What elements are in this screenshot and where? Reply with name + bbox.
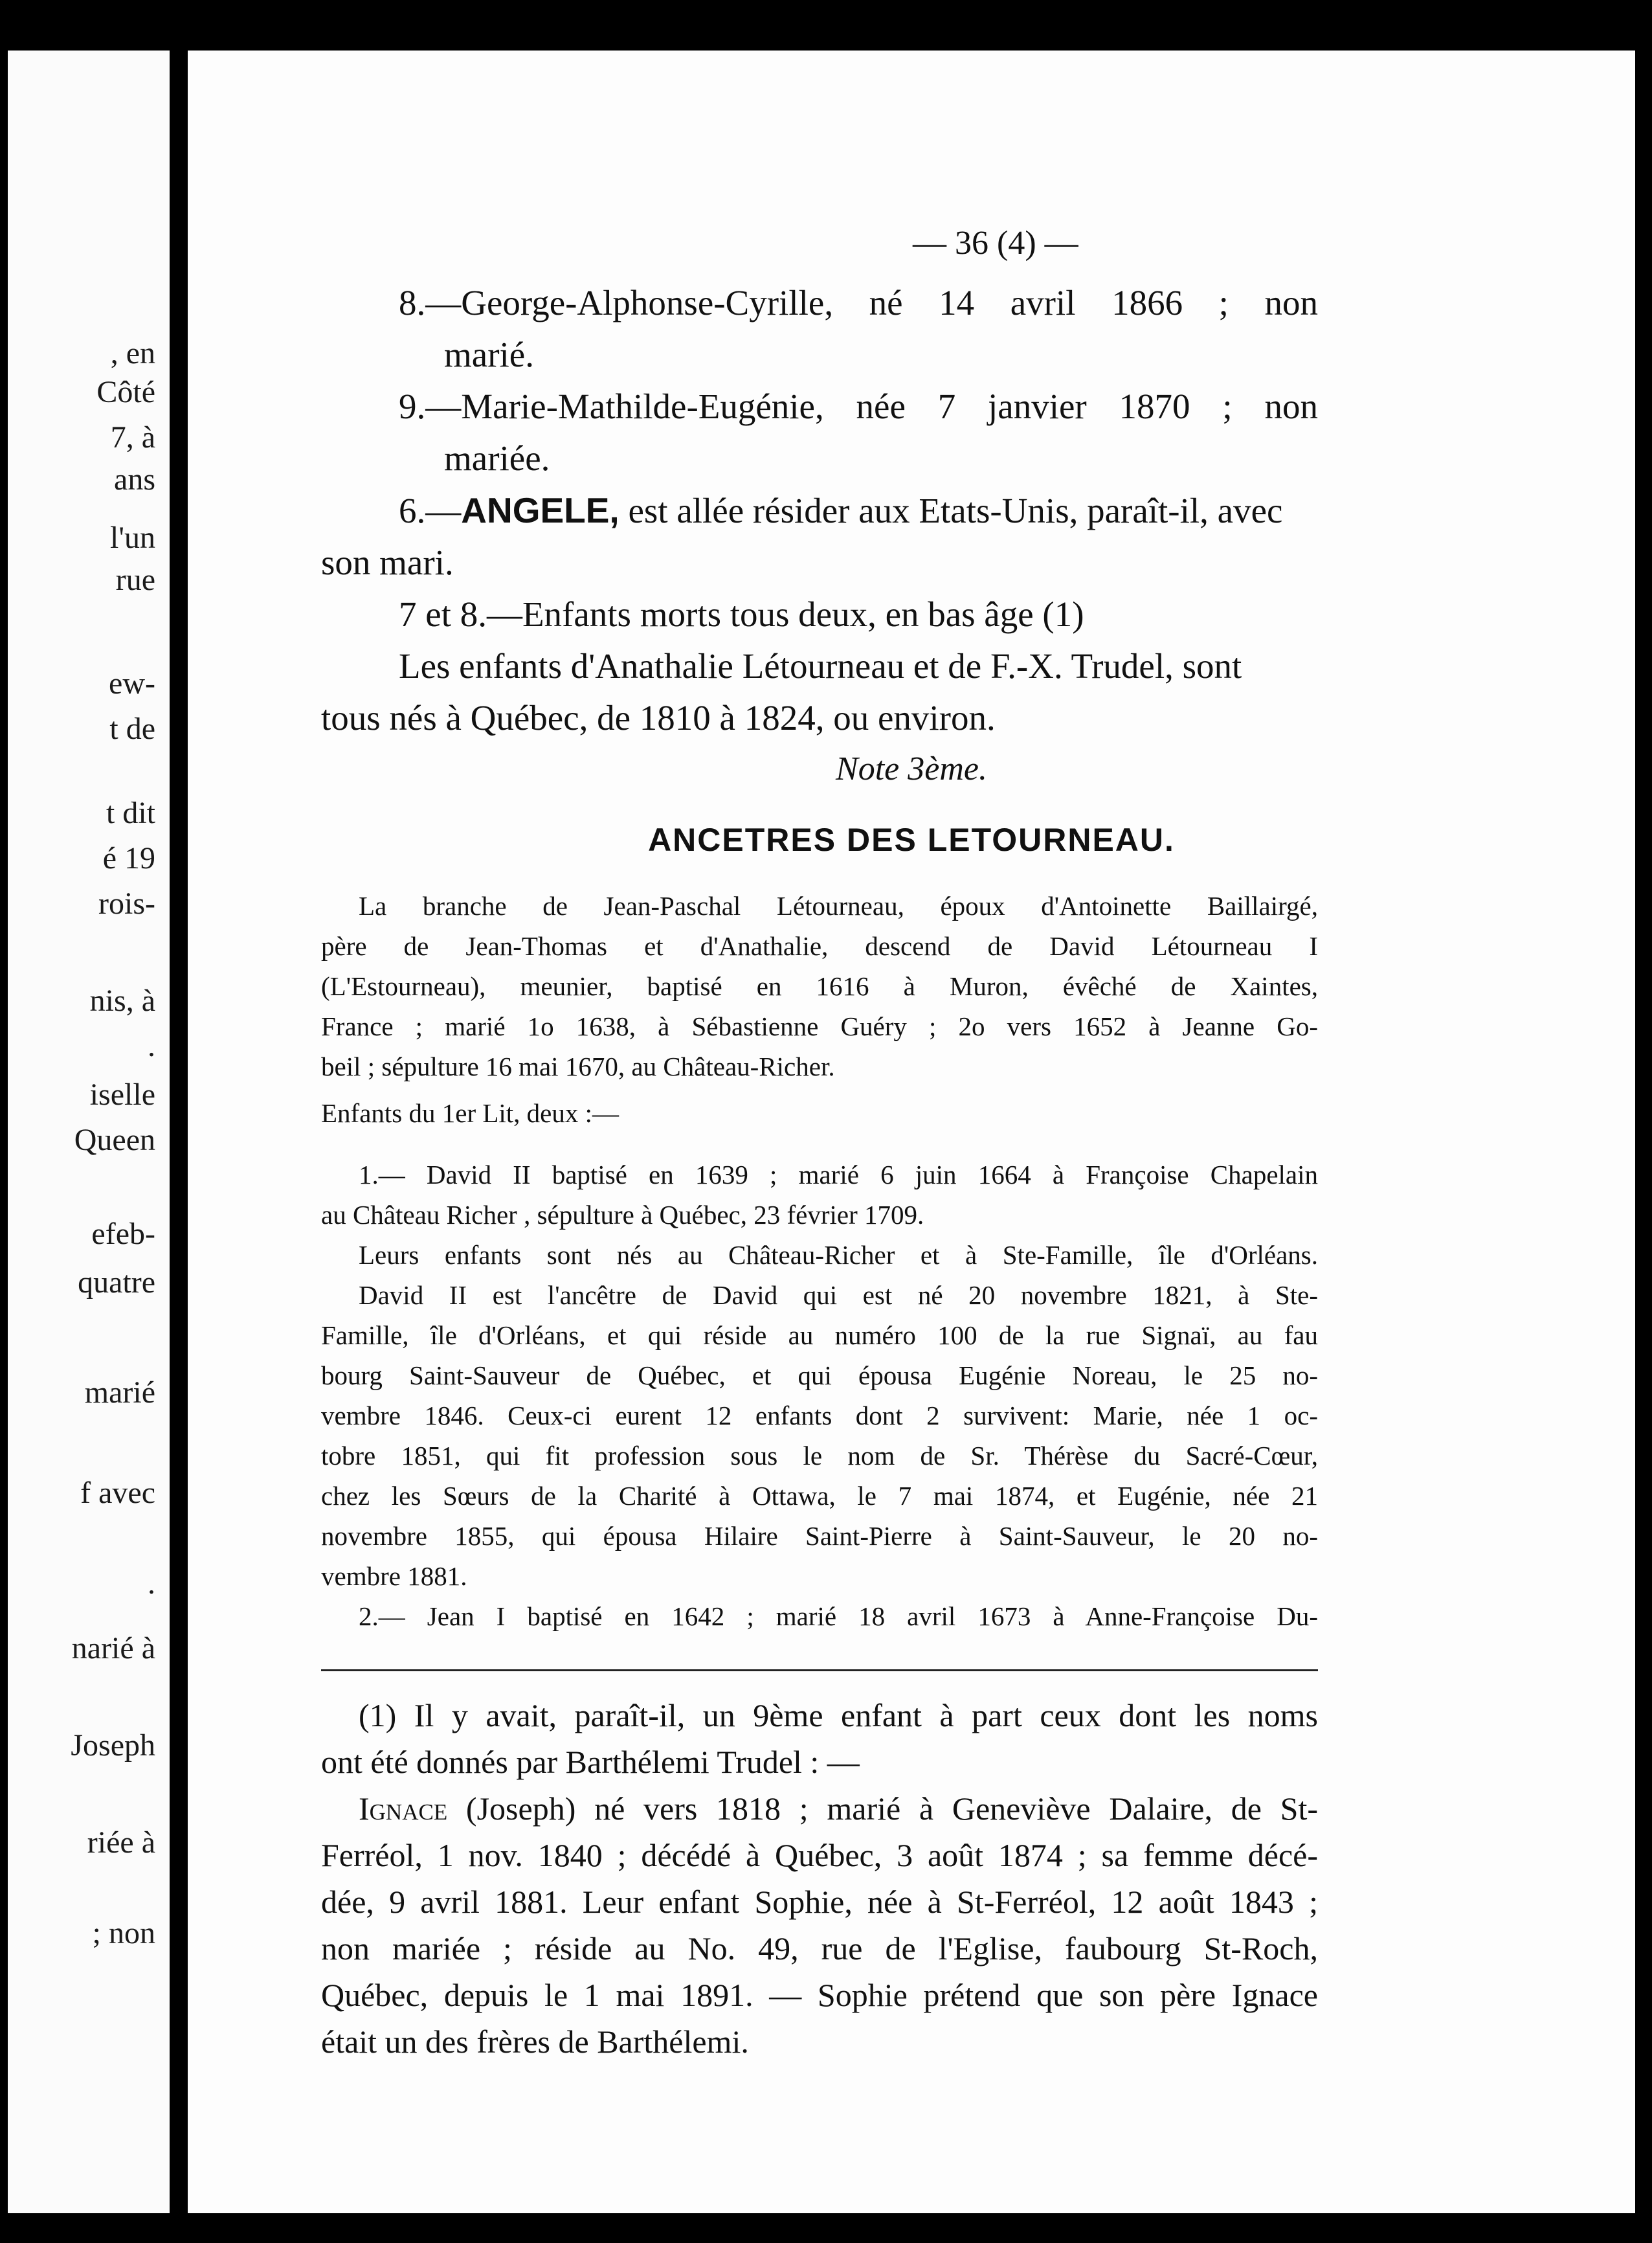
left-fragment: quatre — [78, 1265, 155, 1300]
text-line: son mari. — [321, 543, 454, 582]
text-line: 7 et 8.—Enfants morts tous deux, en bas âge (1) — [399, 594, 1084, 634]
left-fragment: narié à — [71, 1631, 155, 1665]
note-title: Note 3ème. — [836, 750, 987, 787]
text-line: vembre 1846. Ceux-ci eurent 12 enfants dont 2 survivent: Marie, née 1 oc- — [321, 1401, 1318, 1430]
intro-paragraph — [321, 886, 1318, 1087]
text-line: 9.—Marie-Mathilde-Eugénie, née 7 janvier 1870 ; non — [399, 387, 1318, 426]
page-gutter — [170, 51, 188, 2213]
left-fragment: f avec — [80, 1476, 155, 1510]
left-fragment: . — [148, 1029, 155, 1063]
text-line: (L'Estourneau), meunier, baptisé en 1616 à Muron, évêché de Xaintes, — [321, 971, 1318, 1001]
left-fragment: rois- — [98, 886, 155, 921]
left-fragment: . — [148, 1566, 155, 1601]
left-fragment: marié — [84, 1375, 155, 1410]
text-line: Enfants du 1er Lit, deux :— — [321, 1098, 620, 1128]
text-line: France ; marié 1o 1638, à Sébastienne Guéry ; 2o vers 1652 à Jeanne Go- — [321, 1011, 1318, 1041]
left-fragment: Queen — [74, 1123, 155, 1157]
text-line: tous nés à Québec, de 1810 à 1824, ou environ. — [321, 698, 996, 738]
text-line: chez les Sœurs de la Charité à Ottawa, le 7 mai 1874, et Eugénie, née 21 — [321, 1481, 1318, 1511]
text-line: dée, 9 avril 1881. Leur enfant Sophie, née à St-Ferréol, 12 août 1843 ; — [321, 1884, 1318, 1920]
text-line: novembre 1855, qui épousa Hilaire Saint-Pierre à Saint-Sauveur, le 20 no- — [321, 1521, 1318, 1551]
text-line: tobre 1851, qui fit profession sous le nom de Sr. Thérèse du Sacré-Cœur, — [321, 1441, 1318, 1471]
left-fragment: Côté — [96, 375, 155, 409]
name-angele: ANGELE, — [461, 490, 620, 530]
children-list-continued — [321, 277, 1318, 744]
left-fragment: t dit — [106, 796, 155, 830]
text-line: non mariée ; réside au No. 49, rue de l'Eglise, faubourg St-Roch, — [321, 1930, 1318, 1967]
left-fragment: Joseph — [71, 1728, 155, 1763]
left-fragment: efeb- — [91, 1217, 155, 1251]
text-line: Québec, depuis le 1 mai 1891. — Sophie prétend que son père Ignace — [321, 1977, 1318, 2013]
text-line — [321, 484, 1318, 537]
document-page — [188, 51, 1635, 2213]
text-line: marié. — [444, 335, 534, 374]
left-fragment: nis, à — [89, 984, 155, 1018]
text-line: beil ; sépulture 16 mai 1670, au Château-Richer. — [321, 1052, 835, 1081]
left-fragment: rue — [115, 563, 155, 597]
text-line: Leurs enfants sont nés au Château-Richer et à Ste-Famille, île d'Orléans. — [359, 1240, 1318, 1270]
left-fragment: é 19 — [102, 841, 155, 875]
text-line: 8.—George-Alphonse-Cyrille, né 14 avril 1866 ; non — [399, 283, 1318, 322]
footnote-rule — [321, 1669, 1318, 1671]
left-fragment: ; non — [92, 1916, 155, 1950]
section-heading: ANCETRES DES LETOURNEAU. — [648, 822, 1175, 858]
text-line: au Château Richer , sépulture à Québec, 23 février 1709. — [321, 1200, 924, 1230]
left-fragment: l'un — [110, 521, 155, 555]
text-line: vembre 1881. — [321, 1561, 467, 1591]
left-fragment: ans — [114, 462, 155, 497]
text-line: ont été donnés par Barthélemi Trudel : — — [321, 1744, 860, 1780]
left-facing-page — [8, 51, 170, 2213]
text-line: David II est l'ancêtre de David qui est né 20 novembre 1821, à Ste- — [359, 1280, 1318, 1310]
text-line: était un des frères de Barthélemi. — [321, 2023, 749, 2060]
child-entries — [321, 1155, 1318, 1636]
name-ignace: Ignace — [359, 1790, 448, 1827]
text-line: Famille, île d'Orléans, et qui réside au numéro 100 de la rue Signaï, au fau — [321, 1320, 1318, 1350]
text-line: père de Jean-Thomas et d'Anathalie, descend de David Létourneau I — [321, 931, 1318, 961]
left-fragment: riée à — [87, 1825, 155, 1860]
text-line: bourg Saint-Sauveur de Québec, et qui épousa Eugénie Noreau, le 25 no- — [321, 1360, 1318, 1390]
text-line: 2.— Jean I baptisé en 1642 ; marié 18 avril 1673 à Anne-Françoise Du- — [359, 1601, 1318, 1631]
left-fragment: , en — [110, 336, 155, 370]
text-line: (1) Il y avait, paraît-il, un 9ème enfant à part ceux dont les noms — [359, 1697, 1318, 1733]
text-line: La branche de Jean-Paschal Létourneau, époux d'Antoinette Baillairgé, — [359, 891, 1318, 921]
page-number: — 36 (4) — — [913, 225, 1078, 262]
children-heading — [321, 1093, 1318, 1133]
text-span: 6.— — [399, 491, 462, 530]
text-line: 1.— David II baptisé en 1639 ; marié 6 juin 1664 à Françoise Chapelain — [359, 1160, 1318, 1189]
text-line: Ferréol, 1 nov. 1840 ; décédé à Québec, 3 août 1874 ; sa femme décé- — [321, 1837, 1318, 1873]
left-fragment: ew- — [109, 666, 155, 701]
text-span: est allée résider aux Etats-Unis, paraît-il, avec — [619, 491, 1283, 530]
left-fragment: t de — [109, 712, 155, 746]
left-fragment: 7, à — [110, 420, 155, 455]
footnote — [321, 1692, 1318, 2065]
text-line — [321, 1785, 1318, 1832]
text-line: mariée. — [444, 438, 550, 478]
text-line: Les enfants d'Anathalie Létourneau et de F.-X. Trudel, sont — [399, 646, 1242, 686]
left-fragment: iselle — [89, 1077, 155, 1112]
text-span: (Joseph) né vers 1818 ; marié à Geneviève Dalaire, de St- — [447, 1790, 1318, 1827]
